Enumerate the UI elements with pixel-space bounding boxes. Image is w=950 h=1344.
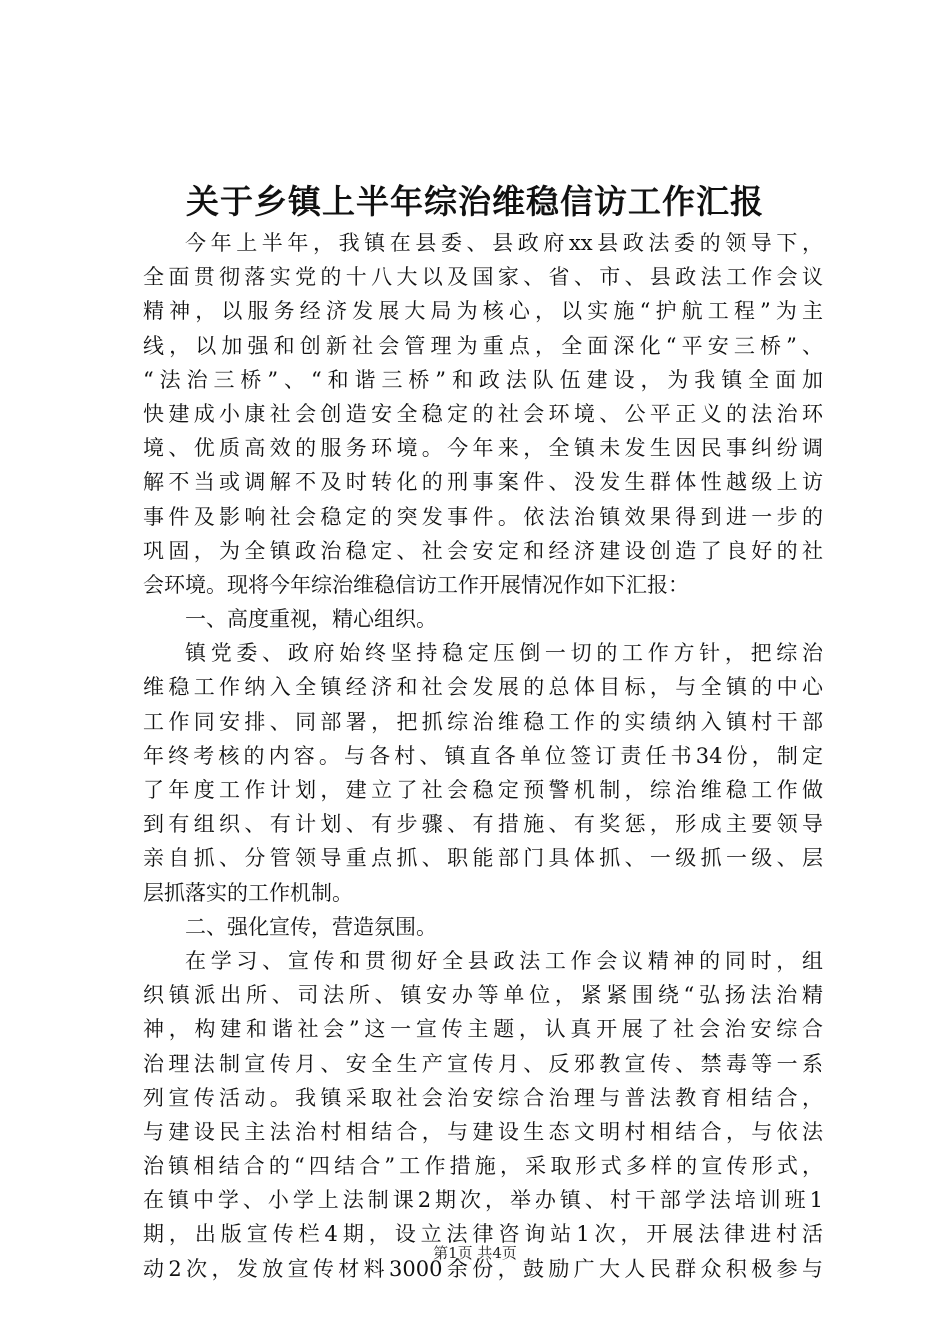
text-line: 境、优质高效的服务环境。今年来，全镇未发生因民事纠纷调: [143, 436, 823, 461]
text-line: 事件及影响社会稳定的突发事件。依法治镇效果得到进一步的: [143, 504, 823, 529]
text-line: 动2次，发放宣传材料3000余份，鼓励广大人民群众积极参与: [143, 1256, 823, 1281]
text-line: 解不当或调解不及时转化的刑事案件、没发生群体性越级上访: [143, 470, 823, 495]
text-line: 治理法制宣传月、安全生产宣传月、反邪教宣传、禁毒等一系: [143, 1051, 823, 1076]
document-title: 关于乡镇上半年综治维稳信访工作汇报: [186, 182, 764, 221]
text-line: 一、高度重视，精心组织。: [185, 607, 437, 632]
text-line: 治镇相结合的“四结合”工作措施，采取形式多样的宣传形式，: [143, 1154, 823, 1179]
text-line: 二、强化宣传，营造氛围。: [185, 914, 437, 939]
text-line: 了年度工作计划，建立了社会稳定预警机制，综治维稳工作做: [143, 778, 823, 802]
text-line: 年终考核的内容。与各村、镇直各单位签订责任书34份，制定: [143, 743, 823, 768]
text-line: 神，构建和谐社会”这一宣传主题，认真开展了社会治安综合: [143, 1017, 823, 1042]
text-line: 线，以加强和创新社会管理为重点，全面深化“平安三桥”、: [143, 333, 823, 358]
text-line: 在学习、宣传和贯彻好全县政法工作会议精神的同时，组: [185, 948, 823, 973]
text-line: 今年上半年，我镇在县委、县政府xx县政法委的领导下，: [185, 231, 823, 255]
text-line: 与建设民主法治村相结合，与建设生态文明村相结合，与依法: [143, 1119, 823, 1144]
text-line: 在镇中学、小学上法制课2期次，举办镇、村干部学法培训班1: [143, 1188, 823, 1213]
text-line: 会环境。现将今年综治维稳信访工作开展情况作如下汇报：: [143, 572, 689, 597]
text-line: 维稳工作纳入全镇经济和社会发展的总体目标，与全镇的中心: [143, 675, 823, 700]
text-line: 工作同安排、同部署，把抓综治维稳工作的实绩纳入镇村干部: [143, 709, 823, 734]
page-footer: 第1页 共4页: [433, 1244, 517, 1262]
text-line: 到有组织、有计划、有步骤、有措施、有奖惩，形成主要领导: [143, 812, 823, 837]
document-body: [143, 226, 823, 1286]
text-line: “法治三桥”、“和谐三桥”和政法队伍建设，为我镇全面加: [143, 367, 823, 392]
text-line: 快建成小康社会创造安全稳定的社会环境、公平正义的法治环: [143, 401, 823, 426]
text-line: 镇党委、政府始终坚持稳定压倒一切的工作方针，把综治: [185, 641, 823, 666]
text-line: 织镇派出所、司法所、镇安办等单位，紧紧围绕“弘扬法治精: [143, 983, 823, 1008]
text-line: 列宣传活动。我镇采取社会治安综合治理与普法教育相结合，: [143, 1085, 823, 1110]
text-line: 期，出版宣传栏4期，设立法律咨询站1次，开展法律进村活: [143, 1222, 823, 1247]
text-line: 层抓落实的工作机制。: [143, 880, 353, 905]
text-line: 巩固，为全镇政治稳定、社会安定和经济建设创造了良好的社: [143, 538, 823, 563]
text-line: 精神，以服务经济发展大局为核心，以实施“护航工程”为主: [143, 299, 823, 324]
text-line: 亲自抓、分管领导重点抓、职能部门具体抓、一级抓一级、层: [143, 846, 823, 871]
text-line: 全面贯彻落实党的十八大以及国家、省、市、县政法工作会议: [143, 265, 823, 290]
